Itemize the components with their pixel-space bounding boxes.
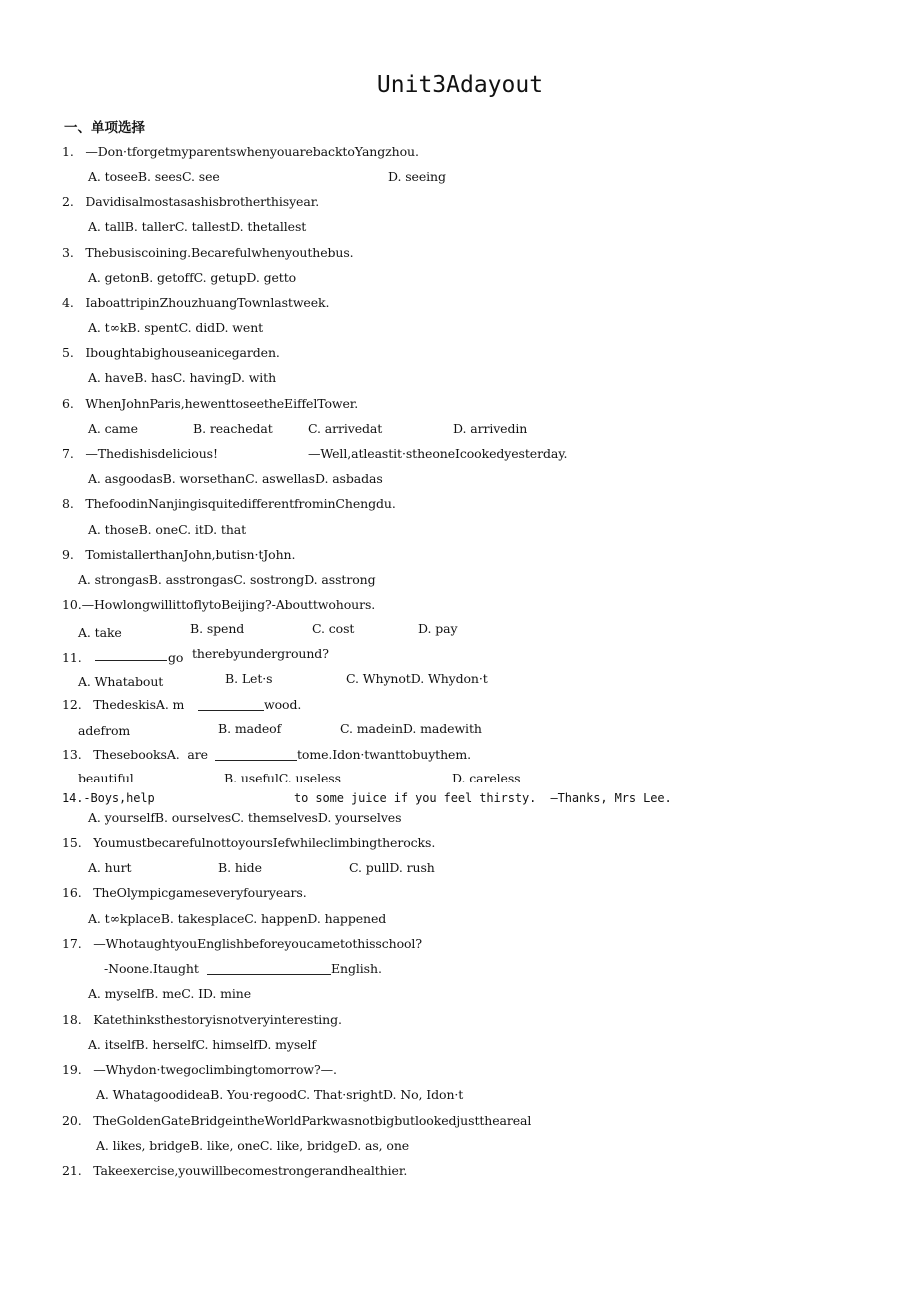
question-11-option-b: B. Let·s bbox=[225, 671, 273, 686]
question-10: 10.—HowlongwillittoflytoBeijing?-Abouttwohours. bbox=[62, 597, 376, 612]
question-13: 13. ThesebooksA. are bbox=[62, 747, 208, 762]
question-4-options: A. t∞kB. spentC. didD. went bbox=[88, 320, 264, 335]
question-21: 21. Takeexercise,youwillbecomestrongerandhealthier. bbox=[62, 1163, 408, 1178]
question-5-options: A. haveB. hasC. havingD. with bbox=[88, 370, 277, 385]
question-1: 1. —Don·tforgetmyparentswhenyouarebacktoYangzhou. bbox=[62, 144, 419, 159]
question-12-option-b: B. madeof bbox=[218, 721, 282, 736]
question-1-options: A. toseeB. seesC. see bbox=[88, 169, 220, 184]
question-14-rest: to some juice if you feel thirsty. —Thanks, Mrs Lee. bbox=[294, 791, 672, 805]
question-17-reply: -Noone.Itaught bbox=[104, 961, 199, 976]
question-3: 3. Thebusiscoining.Becarefulwhenyouthebus. bbox=[62, 245, 354, 260]
question-15-option-b: B. hide bbox=[218, 860, 262, 875]
question-17-options: A. myselfB. meC. ID. mine bbox=[88, 986, 252, 1001]
question-10-option-d: D. pay bbox=[418, 621, 458, 636]
question-17: 17. —WhotaughtyouEnglishbeforeyoucametothisschool? bbox=[62, 936, 422, 951]
question-7: 7. —Thedishisdelicious! bbox=[62, 446, 218, 461]
question-11: therebyunderground? bbox=[192, 646, 329, 661]
question-19: 19. —Whydon·twegoclimbingtomorrow?—. bbox=[62, 1062, 337, 1077]
question-11-blank bbox=[95, 648, 167, 661]
section-heading: 一、单项选择 bbox=[64, 120, 145, 136]
question-3-options: A. getonB. getoffC. getupD. getto bbox=[88, 270, 297, 285]
question-13-option-d: D. careless bbox=[452, 771, 521, 782]
question-2-options: A. tallB. tallerC. tallestD. thetallest bbox=[88, 219, 307, 234]
page-title: Unit3Adayout bbox=[376, 72, 544, 98]
question-2: 2. Davidisalmostasashisbrotherthisyear. bbox=[62, 194, 320, 209]
question-12: 12. ThedeskisA. m bbox=[62, 697, 185, 712]
question-10-option-c: C. cost bbox=[312, 621, 355, 636]
question-18-options: A. itselfB. herselfC. himselfD. myself bbox=[88, 1037, 316, 1052]
question-15: 15. YoumustbecarefulnottoyoursIefwhileclimbingtherocks. bbox=[62, 835, 436, 850]
question-15-option-cd: C. pullD. rush bbox=[349, 860, 435, 875]
question-8-options: A. thoseB. oneC. itD. that bbox=[88, 522, 247, 537]
question-13-option-bc: B. usefulC. useless bbox=[224, 771, 341, 782]
question-12-option-cd: C. madeinD. madewith bbox=[340, 721, 482, 736]
question-13-option-a: beautiful bbox=[78, 771, 134, 782]
question-4: 4. IaboattripinZhouzhuangTownlastweek. bbox=[62, 295, 330, 310]
question-7-options: A. asgoodasB. worsethanC. aswellasD. asbadas bbox=[88, 471, 383, 486]
question-6-option-a: A. came bbox=[88, 421, 138, 436]
question-12-blank bbox=[198, 698, 264, 711]
question-14: 14.-Boys,help bbox=[62, 791, 155, 805]
question-13-rest: tome.Idon·twanttobuythem. bbox=[297, 747, 471, 762]
question-11-option-a: A. Whatabout bbox=[78, 674, 164, 689]
question-20-options: A. likes, bridgeB. like, oneC. like, bridgeD. as, one bbox=[96, 1138, 410, 1153]
question-17-blank bbox=[207, 962, 331, 975]
question-12-option-a: adefrom bbox=[78, 723, 131, 738]
question-6-option-d: D. arrivedin bbox=[453, 421, 528, 436]
question-11-option-cd: C. WhynotD. Whydon·t bbox=[346, 671, 488, 686]
question-6-option-c: C. arrivedat bbox=[308, 421, 383, 436]
question-6-option-b: B. reachedat bbox=[193, 421, 273, 436]
question-17-reply-end: English. bbox=[331, 961, 382, 976]
question-10-option-b: B. spend bbox=[190, 621, 245, 636]
question-11-number: 11. bbox=[62, 650, 82, 665]
question-6: 6. WhenJohnParis,hewenttoseetheEiffelTower. bbox=[62, 396, 359, 411]
question-15-option-a: A. hurt bbox=[88, 860, 132, 875]
question-9: 9. TomistallerthanJohn,butisn·tJohn. bbox=[62, 547, 296, 562]
question-20: 20. TheGoldenGateBridgeintheWorldParkwasnotbigbutlookedjusttheareal bbox=[62, 1113, 532, 1128]
question-14-options: A. yourselfB. ourselvesC. themselvesD. yourselves bbox=[88, 810, 402, 825]
question-19-options: A. WhatagoodideaB. You·regoodC. That·srightD. No, Idon·t bbox=[96, 1087, 464, 1102]
question-18: 18. Katethinksthestoryisnotveryinteresting. bbox=[62, 1012, 342, 1027]
question-7-reply: —Well,atleastit·stheoneIcookedyesterday. bbox=[308, 446, 568, 461]
question-1-option-d: D. seeing bbox=[388, 169, 446, 184]
question-13-options-clipped bbox=[78, 770, 598, 782]
question-13-blank bbox=[215, 748, 297, 761]
question-10-option-a: A. take bbox=[78, 625, 122, 640]
question-9-options: A. strongasB. asstrongasC. sostrongD. asstrong bbox=[78, 572, 376, 587]
question-12-rest: wood. bbox=[264, 697, 302, 712]
question-5: 5. Iboughtabighouseanicegarden. bbox=[62, 345, 280, 360]
question-16-options: A. t∞kplaceB. takesplaceC. happenD. happened bbox=[88, 911, 387, 926]
question-11-go: go bbox=[168, 650, 184, 665]
question-8: 8. ThefoodinNanjingisquitedifferentfrominChengdu. bbox=[62, 496, 396, 511]
question-16: 16. TheOlympicgameseveryfouryears. bbox=[62, 885, 307, 900]
